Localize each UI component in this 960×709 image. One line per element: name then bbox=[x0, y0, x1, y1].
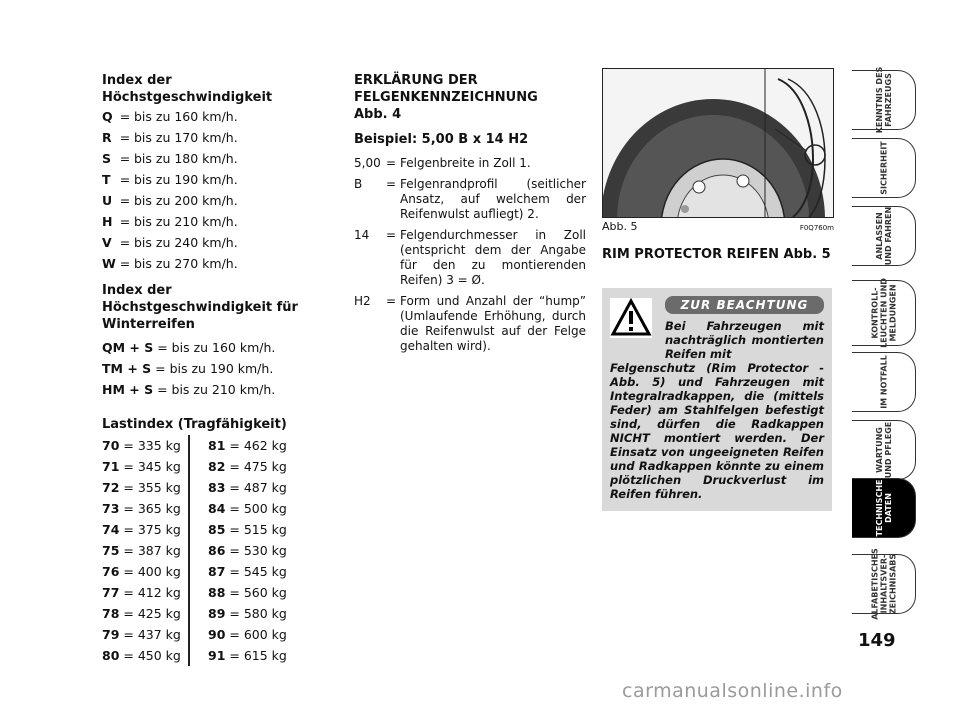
load-index-code: 77 bbox=[102, 585, 120, 600]
chapter-tab-label: ANLASSEN UND FAHREN bbox=[874, 206, 893, 266]
speed-index-row bbox=[102, 253, 332, 274]
load-index-code: 90 bbox=[208, 627, 226, 642]
load-index-code: 72 bbox=[102, 480, 120, 495]
winter-index-code: QM + S bbox=[102, 340, 154, 355]
chapter-tab[interactable] bbox=[852, 280, 916, 346]
load-index-code: 80 bbox=[102, 648, 120, 663]
speed-index-row bbox=[102, 211, 332, 232]
load-index-row bbox=[208, 456, 287, 477]
equals-sign: = bbox=[119, 172, 131, 187]
load-index-code: 76 bbox=[102, 564, 120, 579]
load-index-row bbox=[208, 498, 287, 519]
rim-definition-key: H2 bbox=[354, 294, 371, 308]
equals-sign: = bbox=[119, 151, 131, 166]
equals-sign: = bbox=[386, 177, 397, 191]
speed-index-row bbox=[102, 190, 332, 211]
winter-index-value: = bis zu 210 km/h. bbox=[157, 382, 276, 397]
rim-definition-text: Felgendurchmesser in Zoll (entspricht dem der Angabe für den zu montierenden Reifen) 3 = Ø. bbox=[400, 228, 586, 287]
equals-sign: = bbox=[119, 193, 131, 208]
speed-index-row bbox=[102, 106, 332, 127]
winter-index-row bbox=[102, 337, 332, 358]
speed-index-letter: V bbox=[102, 235, 112, 250]
speed-index-letter: Q bbox=[102, 109, 113, 124]
watermark: carmanualsonline.info bbox=[622, 680, 843, 702]
speed-index-letter: H bbox=[102, 214, 113, 229]
load-index-row bbox=[102, 456, 188, 477]
load-index-row bbox=[102, 645, 188, 666]
speed-index-value: bis zu 170 km/h. bbox=[134, 130, 238, 145]
load-index-row bbox=[208, 645, 287, 666]
rim-definition-row bbox=[354, 228, 586, 288]
equals-sign: = bbox=[119, 109, 131, 124]
rim-marking-title: ERKLÄRUNG DER FELGENKENNZEICHNUNG Abb. 4 bbox=[354, 73, 538, 122]
load-index-weight: = 487 kg bbox=[229, 480, 287, 495]
load-index-weight: = 400 kg bbox=[123, 564, 181, 579]
rim-definition-key: B bbox=[354, 177, 363, 191]
load-index-code: 74 bbox=[102, 522, 120, 537]
chapter-tab[interactable] bbox=[852, 138, 916, 198]
load-index-row bbox=[102, 540, 188, 561]
load-index-weight: = 425 kg bbox=[123, 606, 181, 621]
chapter-tab[interactable] bbox=[852, 548, 916, 620]
load-index-title: Lastindex (Tragfähigkeit) bbox=[102, 417, 287, 432]
load-index-code: 81 bbox=[208, 438, 226, 453]
load-index-code: 91 bbox=[208, 648, 226, 663]
load-index-code: 86 bbox=[208, 543, 226, 558]
figure-code: F0Q760m bbox=[799, 224, 834, 232]
load-index-row bbox=[208, 582, 287, 603]
chapter-tab-label: SICHERHEIT bbox=[879, 141, 888, 195]
chapter-tab-label: KENNTNIS DES FAHRZEUGS bbox=[874, 66, 893, 134]
warning-triangle-icon bbox=[610, 298, 652, 338]
load-index-row bbox=[102, 519, 188, 540]
load-index-weight: = 475 kg bbox=[229, 459, 287, 474]
tyre-figure bbox=[602, 68, 834, 218]
speed-index-value: bis zu 160 km/h. bbox=[134, 109, 238, 124]
speed-index-value: bis zu 240 km/h. bbox=[134, 235, 238, 250]
warning-text bbox=[610, 319, 824, 501]
load-index-row bbox=[102, 561, 188, 582]
load-index-row bbox=[208, 435, 287, 456]
load-index-weight: = 412 kg bbox=[123, 585, 181, 600]
load-index-weight: = 335 kg bbox=[123, 438, 181, 453]
load-index-weight: = 375 kg bbox=[123, 522, 181, 537]
winter-index-value: = bis zu 190 km/h. bbox=[155, 361, 274, 376]
equals-sign: = bbox=[386, 156, 397, 170]
load-index-right-column bbox=[188, 435, 287, 666]
rim-definition-key: 14 bbox=[354, 228, 370, 242]
load-index-weight: = 365 kg bbox=[123, 501, 181, 516]
winter-index-code: HM + S bbox=[102, 382, 154, 397]
load-index-weight: = 450 kg bbox=[123, 648, 181, 663]
equals-sign: = bbox=[386, 294, 397, 308]
warning-box bbox=[602, 288, 832, 511]
load-index-code: 79 bbox=[102, 627, 120, 642]
load-index-row bbox=[208, 624, 287, 645]
winter-index-title: Index der Höchstgeschwindigkeit für Winterreifen bbox=[102, 283, 298, 332]
chapter-tab-label: ALFABETISCHES INHALTSVER- ZEICHNISABS bbox=[870, 548, 897, 620]
speed-index-value: bis zu 180 km/h. bbox=[134, 151, 238, 166]
load-index-code: 88 bbox=[208, 585, 226, 600]
chapter-tab-label: WARTUNG UND PFLEGE bbox=[874, 421, 893, 479]
load-index-code: 84 bbox=[208, 501, 226, 516]
load-index-code: 83 bbox=[208, 480, 226, 495]
figure-caption bbox=[602, 220, 834, 233]
chapter-tab[interactable] bbox=[852, 66, 916, 134]
warning-text-rest: Felgenschutz (Rim Protector - Abb. 5) und Fahrzeugen mit Integralradkappen, die (mittels Feder) am Stahlfelgen befestigt sind, dürfen die Radkappen NICHT montiert werden. Der Einsatz von ungeeigneten Reifen und Radkappen könnte zu einem plötzlichen Druckverlust im Reifen führen. bbox=[610, 361, 824, 501]
load-index-row bbox=[208, 519, 287, 540]
load-index-row bbox=[102, 477, 188, 498]
load-index-weight: = 545 kg bbox=[229, 564, 287, 579]
chapter-tab[interactable] bbox=[852, 478, 916, 538]
load-index-row bbox=[208, 477, 287, 498]
rim-definition-text: Form und Anzahl der “hump” (Umlaufende Erhöhung, durch die Reifenwulst auf der Felge gehalten wird). bbox=[400, 294, 586, 353]
load-index-left-column bbox=[102, 435, 188, 666]
load-index-row bbox=[102, 582, 188, 603]
load-index-weight: = 600 kg bbox=[229, 627, 287, 642]
equals-sign: = bbox=[119, 214, 131, 229]
winter-index-list bbox=[102, 337, 332, 400]
warning-header: ZUR BEACHTUNG bbox=[665, 296, 824, 314]
chapter-tab[interactable] bbox=[852, 420, 916, 480]
load-index-row bbox=[102, 498, 188, 519]
winter-index-row bbox=[102, 358, 332, 379]
rim-definition-text: Felgenrandprofil (seitlicher Ansatz, auf welchem der Reifenwulst aufliegt) 2. bbox=[400, 177, 586, 221]
equals-sign: = bbox=[119, 130, 131, 145]
load-index-row bbox=[102, 624, 188, 645]
rim-definition-key: 5,00 bbox=[354, 156, 381, 170]
load-index-weight: = 515 kg bbox=[229, 522, 287, 537]
speed-index-letter: S bbox=[102, 151, 112, 166]
rim-definition-row bbox=[354, 177, 586, 222]
rim-marking-section bbox=[354, 72, 586, 360]
rim-definition-text: Felgenbreite in Zoll 1. bbox=[400, 156, 531, 170]
speed-index-letter: R bbox=[102, 130, 112, 145]
load-index-code: 89 bbox=[208, 606, 226, 621]
load-index-code: 71 bbox=[102, 459, 120, 474]
rim-definition-row bbox=[354, 294, 586, 354]
speed-index-letter: U bbox=[102, 193, 113, 208]
chapter-tab-label: KONTROLL- LEUCHTEN UND MELDUNGEN bbox=[870, 278, 897, 348]
load-index-code: 85 bbox=[208, 522, 226, 537]
load-index-code: 82 bbox=[208, 459, 226, 474]
page-number: 149 bbox=[858, 630, 896, 651]
load-index-weight: = 560 kg bbox=[229, 585, 287, 600]
chapter-tab-label: TECHNISCHE DATEN bbox=[874, 479, 893, 537]
speed-index-row bbox=[102, 148, 332, 169]
load-index-code: 70 bbox=[102, 438, 120, 453]
load-index-code: 87 bbox=[208, 564, 226, 579]
winter-index-value: = bis zu 160 km/h. bbox=[157, 340, 276, 355]
load-index-row bbox=[102, 435, 188, 456]
speed-index-row bbox=[102, 232, 332, 253]
rim-definition-row bbox=[354, 156, 586, 171]
speed-index-letter: W bbox=[102, 256, 116, 271]
load-index-weight: = 462 kg bbox=[229, 438, 287, 453]
equals-sign: = bbox=[119, 235, 131, 250]
speed-index-title: Index der Höchstgeschwindigkeit bbox=[102, 73, 273, 105]
rim-example: Beispiel: 5,00 B x 14 H2 bbox=[354, 132, 529, 147]
speed-index-value: bis zu 210 km/h. bbox=[134, 214, 238, 229]
chapter-tab[interactable] bbox=[852, 206, 916, 266]
load-index-weight: = 437 kg bbox=[123, 627, 181, 642]
speed-index-value: bis zu 190 km/h. bbox=[134, 172, 238, 187]
rim-definition-list bbox=[354, 156, 586, 354]
load-index-code: 78 bbox=[102, 606, 120, 621]
speed-index-list bbox=[102, 106, 332, 274]
load-index-weight: = 530 kg bbox=[229, 543, 287, 558]
rim-protector-section bbox=[602, 68, 834, 511]
winter-index-row bbox=[102, 379, 332, 400]
load-index-code: 75 bbox=[102, 543, 120, 558]
speed-index-value: bis zu 200 km/h. bbox=[134, 193, 238, 208]
speed-index-section bbox=[102, 72, 332, 666]
load-index-row bbox=[102, 603, 188, 624]
equals-sign: = bbox=[386, 228, 397, 242]
load-index-row bbox=[208, 561, 287, 582]
speed-index-row bbox=[102, 169, 332, 190]
load-index-table bbox=[102, 435, 332, 666]
load-index-weight: = 355 kg bbox=[123, 480, 181, 495]
chapter-tab[interactable] bbox=[852, 352, 916, 412]
speed-index-letter: T bbox=[102, 172, 111, 187]
load-index-row bbox=[208, 540, 287, 561]
figure-label: Abb. 5 bbox=[602, 220, 638, 233]
load-index-code: 73 bbox=[102, 501, 120, 516]
warning-text-first: Bei Fahrzeugen mit nachträglich montierten Reifen mit bbox=[665, 319, 824, 361]
speed-index-row bbox=[102, 127, 332, 148]
rim-protector-title: RIM PROTECTOR REIFEN Abb. 5 bbox=[602, 247, 831, 262]
chapter-tab-label: IM NOTFALL bbox=[879, 355, 888, 409]
load-index-weight: = 615 kg bbox=[229, 648, 287, 663]
load-index-weight: = 345 kg bbox=[123, 459, 181, 474]
load-index-row bbox=[208, 603, 287, 624]
load-index-weight: = 387 kg bbox=[123, 543, 181, 558]
speed-index-value: bis zu 270 km/h. bbox=[134, 256, 238, 271]
tyre-illustration bbox=[603, 69, 833, 217]
load-index-weight: = 580 kg bbox=[229, 606, 287, 621]
winter-index-code: TM + S bbox=[102, 361, 152, 376]
load-index-weight: = 500 kg bbox=[229, 501, 287, 516]
equals-sign: = bbox=[119, 256, 131, 271]
